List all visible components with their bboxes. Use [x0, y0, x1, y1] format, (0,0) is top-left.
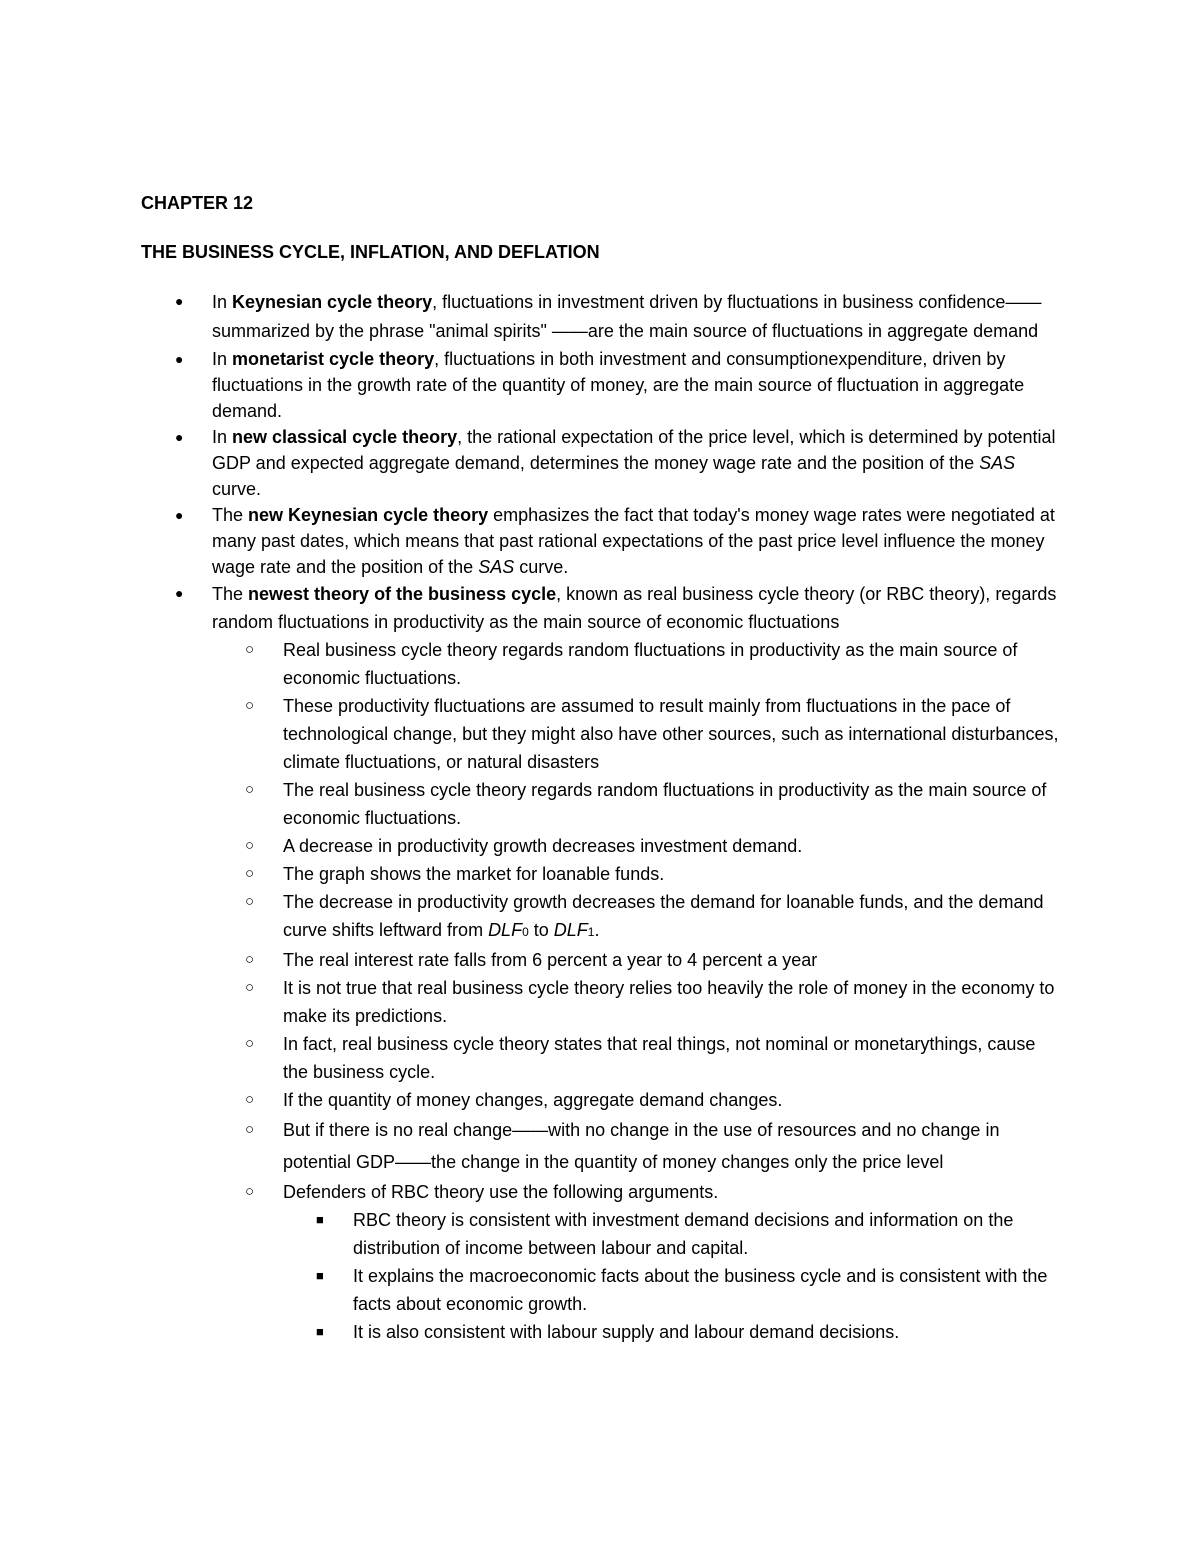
- text-run: , fluctuations in both investment and consumptionexpenditure, driven by fluctuations in the growth rate of the quantity of money, are the main source of fluctuation in aggregate demand.: [212, 349, 1025, 421]
- sub-list-item: [0, 1086, 1200, 1114]
- text-run: The decrease in productivity growth decreases the demand for loanable funds, and the demand curve shifts leftward from: [283, 892, 1044, 940]
- sub-list-item-text: If the quantity of money changes, aggregate demand changes.: [283, 1090, 783, 1110]
- bullet-dot-icon: ●: [175, 429, 184, 445]
- text-run: emphasizes the fact that today's money wage rates were negotiated at many past dates, which means that past rational expectations of the past price level influence the money wage rate and the position of the: [212, 505, 1055, 577]
- sub-list-item: [0, 776, 1200, 832]
- bullet-circle-icon: ○: [245, 781, 255, 798]
- list-item-text: [212, 424, 1062, 502]
- sub-list-item: [0, 692, 1200, 776]
- text-run: curve.: [212, 479, 262, 499]
- text-run: , fluctuations in investment driven by fluctuations in business confidence——summarized by the phrase "animal spirits" ——are the main source of fluctuations in aggregate demand: [212, 292, 1042, 341]
- list-item: [0, 580, 1200, 1346]
- sub-list-item-text: But if there is no real change——with no change in the use of resources and no change in potential GDP——the change in the quantity of money changes only the price level: [283, 1120, 1000, 1172]
- italic-term: DLF: [553, 920, 588, 940]
- sub-list-item: [0, 832, 1200, 860]
- bullet-square-icon: ■: [316, 1324, 324, 1339]
- rbc-defense-list: [0, 1206, 1200, 1346]
- bullet-circle-icon: ○: [245, 951, 255, 968]
- sub-sub-list-item-text: It explains the macroeconomic facts about the business cycle and is consistent with the facts about economic growth.: [353, 1266, 1048, 1314]
- text-run: curve.: [514, 557, 569, 577]
- sub-list-item-text: A decrease in productivity growth decreases investment demand.: [283, 836, 803, 856]
- bullet-square-icon: ■: [316, 1268, 324, 1283]
- text-run: In: [212, 349, 233, 369]
- text-run: .: [594, 920, 600, 940]
- sub-list-item-text: Real business cycle theory regards random fluctuations in productivity as the main source of economic fluctuations.: [283, 640, 1018, 688]
- sub-list-item: [0, 888, 1200, 946]
- sub-list-item-text: Defenders of RBC theory use the following arguments.: [283, 1182, 719, 1202]
- sub-list-item-text: [283, 888, 1063, 946]
- bullet-circle-icon: ○: [245, 865, 255, 882]
- bullet-circle-icon: ○: [245, 1035, 255, 1052]
- text-run: The: [212, 584, 249, 604]
- sub-list-item: [0, 1114, 1200, 1178]
- bullet-circle-icon: ○: [245, 1121, 255, 1138]
- bullet-square-icon: ■: [316, 1212, 324, 1227]
- sub-list-item-text: It is not true that real business cycle theory relies too heavily the role of money in the economy to make its predictions.: [283, 978, 1055, 1026]
- chapter-title: THE BUSINESS CYCLE, INFLATION, AND DEFLATION: [141, 242, 600, 262]
- bullet-circle-icon: ○: [245, 979, 255, 996]
- sub-list-item: [0, 860, 1200, 888]
- bullet-circle-icon: ○: [245, 1091, 255, 1108]
- list-item: [0, 288, 1200, 346]
- list-item: [0, 346, 1200, 424]
- sub-list-item: [0, 1030, 1200, 1086]
- keyword: newest theory of the business cycle: [248, 584, 557, 604]
- bullet-dot-icon: ●: [175, 351, 184, 367]
- text-run: The: [212, 505, 249, 525]
- list-item-text: [212, 580, 1062, 636]
- text-run: , the rational expectation of the price level, which is determined by potential GDP and expected aggregate demand, determines the money wage rate and the position of the: [212, 427, 1056, 473]
- bullet-circle-icon: ○: [245, 893, 255, 910]
- rbc-sub-list: [0, 636, 1200, 1346]
- list-item: [0, 502, 1200, 580]
- sub-list-item: [0, 946, 1200, 974]
- sub-list-item: [0, 1178, 1200, 1346]
- list-item-text: [212, 346, 1062, 424]
- italic-term: SAS: [979, 453, 1016, 473]
- keyword: Keynesian cycle theory: [232, 292, 433, 312]
- text-run: In: [212, 292, 233, 312]
- text-run: , known as real business cycle theory (or RBC theory), regards random fluctuations in productivity as the main source of economic fluctuations: [212, 584, 1057, 632]
- sub-sub-list-item: [0, 1262, 1200, 1318]
- list-item-text: [212, 288, 1062, 346]
- sub-sub-list-item-text: RBC theory is consistent with investment demand decisions and information on the distribution of income between labour and capital.: [353, 1210, 1014, 1258]
- text-run: In: [212, 427, 233, 447]
- bullet-circle-icon: ○: [245, 1183, 255, 1200]
- keyword: new classical cycle theory: [232, 427, 458, 447]
- bullet-circle-icon: ○: [245, 837, 255, 854]
- bullet-dot-icon: ●: [175, 585, 184, 601]
- sub-list-item: [0, 974, 1200, 1030]
- italic-term: SAS: [478, 557, 515, 577]
- sub-list-item-text: These productivity fluctuations are assumed to result mainly from fluctuations in the pace of technological change, but they might also have other sources, such as international disturbances, climate fluctuations, or natural disasters: [283, 696, 1059, 772]
- sub-list-item-text: The real business cycle theory regards random fluctuations in productivity as the main source of economic fluctuations.: [283, 780, 1047, 828]
- list-item-text: [212, 502, 1062, 580]
- keyword: monetarist cycle theory: [232, 349, 435, 369]
- subscript: 0: [522, 925, 529, 939]
- sub-list-item-text: The graph shows the market for loanable funds.: [283, 864, 665, 884]
- sub-sub-list-item: [0, 1318, 1200, 1346]
- bullet-circle-icon: ○: [245, 641, 255, 658]
- keyword: new Keynesian cycle theory: [248, 505, 489, 525]
- sub-list-item-text: The real interest rate falls from 6 percent a year to 4 percent a year: [283, 950, 818, 970]
- sub-sub-list-item-text: It is also consistent with labour supply and labour demand decisions.: [353, 1322, 900, 1342]
- bullet-dot-icon: ●: [175, 507, 184, 523]
- text-run: to: [528, 920, 554, 940]
- bullet-circle-icon: ○: [245, 697, 255, 714]
- sub-list-item-text: In fact, real business cycle theory states that real things, not nominal or monetarythings, cause the business cycle.: [283, 1034, 1036, 1082]
- list-item: [0, 424, 1200, 502]
- bullet-dot-icon: ●: [175, 293, 184, 309]
- chapter-heading: CHAPTER 12: [141, 193, 254, 213]
- sub-list-item: [0, 636, 1200, 692]
- italic-term: DLF: [488, 920, 523, 940]
- subscript: 1: [587, 925, 595, 939]
- sub-sub-list-item: [0, 1206, 1200, 1262]
- theory-bullet-list: [0, 288, 1200, 1346]
